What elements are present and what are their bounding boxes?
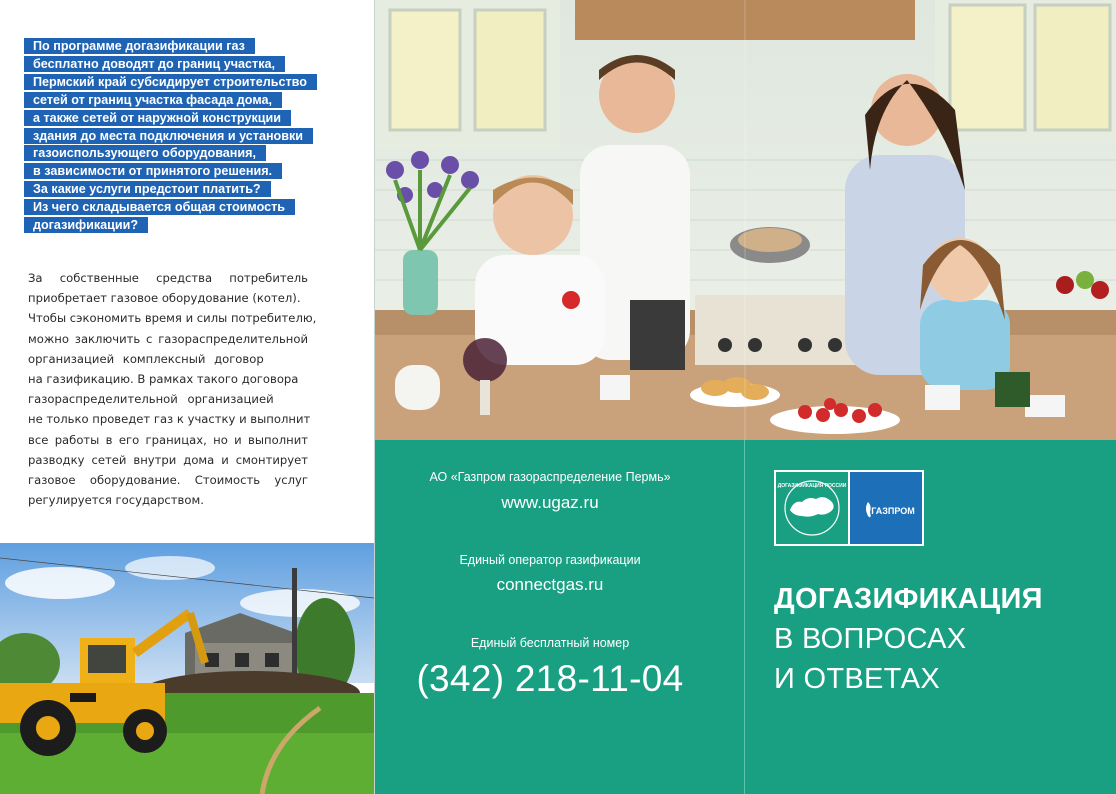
intro-question: догазификации? xyxy=(24,217,344,235)
phone-label: Единый бесплатный номер xyxy=(470,636,630,650)
highlighted-intro xyxy=(24,38,344,235)
body-line: За собственные средства потребитель xyxy=(28,271,308,285)
body-line: Чтобы сэкономить время и силы потребителю, xyxy=(28,311,317,326)
body-line: не только проведет газ к участку и выполнит xyxy=(28,412,311,427)
construction-photo xyxy=(0,543,374,794)
logo-right-label: ГАЗПРОМ xyxy=(871,506,915,516)
gazprom-logo xyxy=(850,472,922,544)
body-line: на газификацию. В рамках такого договора xyxy=(28,372,299,387)
operator-label: Единый оператор газификации xyxy=(459,553,641,567)
construction-illustration xyxy=(0,543,374,794)
body-line: регулируется государством. xyxy=(28,493,204,508)
family-kitchen-photo xyxy=(375,0,1116,440)
intro-line: Пермский край субсидирует строительство xyxy=(24,74,344,92)
kitchen-illustration xyxy=(375,0,1116,440)
body-paragraph xyxy=(28,268,317,510)
intro-question: Из чего складывается общая стоимость xyxy=(24,199,344,217)
intro-question: За какие услуги предстоит платить? xyxy=(24,181,344,199)
cover-title-line-1: ДОГАЗИФИКАЦИЯ xyxy=(774,583,1043,615)
dogasification-russia-logo xyxy=(776,472,848,544)
intro-line: сетей от границ участка фасада дома, xyxy=(24,92,344,110)
intro-line: По программе догазификации газ xyxy=(24,38,344,56)
body-line: приобретает газовое оборудование (котел). xyxy=(28,291,301,306)
company-name: АО «Газпром газораспределение Пермь» xyxy=(429,470,671,484)
operator-website-link[interactable]: connectgas.ru xyxy=(496,575,604,594)
cover-title-line-3: И ОТВЕТАХ xyxy=(774,663,940,695)
gazprom-flame-icon xyxy=(850,472,922,544)
russia-map-icon xyxy=(776,472,848,544)
body-line: можно заключить с газораспределительной xyxy=(28,331,308,346)
intro-line: газоиспользующего оборудования, xyxy=(24,145,344,163)
intro-line: а также сетей от наружной конструкции xyxy=(24,110,344,128)
body-line: разводку сетей внутри дома и смонтирует xyxy=(28,452,308,467)
body-line: организацией комплексный договор xyxy=(28,351,264,366)
intro-line: бесплатно доводят до границ участка, xyxy=(24,56,344,74)
company-website-link[interactable]: www.ugaz.ru xyxy=(501,493,599,512)
intro-line: в зависимости от принятого решения. xyxy=(24,163,344,181)
logo-block xyxy=(774,470,924,546)
left-panel xyxy=(0,0,374,794)
body-line: газораспределительной организацией xyxy=(28,392,274,407)
cover-title-line-2: В ВОПРОСАХ xyxy=(774,623,967,655)
contacts-panel xyxy=(375,440,745,794)
body-line: все работы в его границах, но и выполнит xyxy=(28,432,308,447)
logo-left-label: ДОГАЗИФИКАЦИЯ РОССИИ xyxy=(777,483,847,489)
cover-panel xyxy=(745,440,1116,794)
body-line: газовое оборудование. Стоимость услуг xyxy=(28,473,308,488)
intro-line: здания до места подключения и установки xyxy=(24,128,344,146)
phone-number[interactable]: (342) 218-11-04 xyxy=(416,658,684,699)
